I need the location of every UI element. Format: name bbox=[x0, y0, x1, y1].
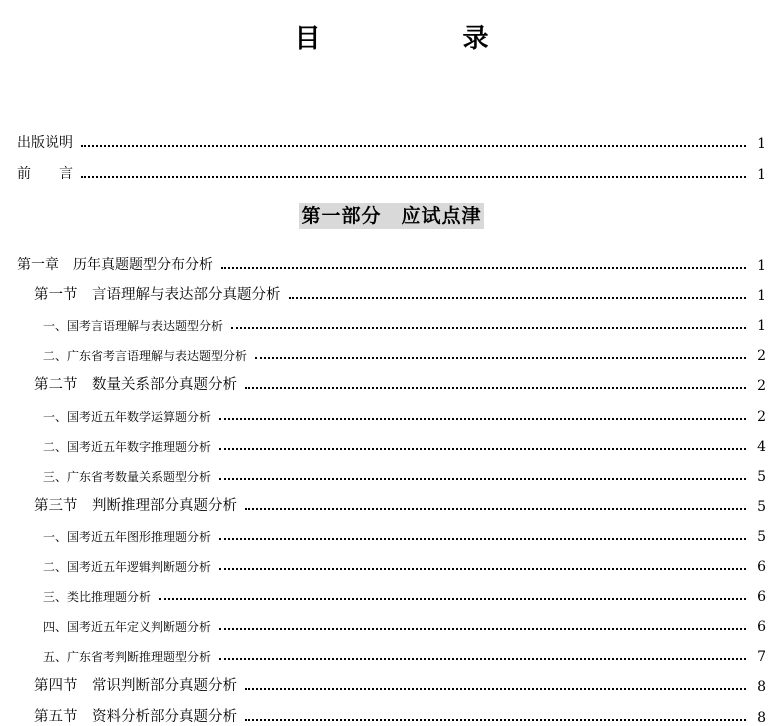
toc-entry-page: 2 bbox=[757, 378, 766, 394]
toc-entry-label: 一、国考近五年图形推理题分析 bbox=[43, 530, 212, 544]
toc-entry[interactable] bbox=[0, 252, 783, 274]
dot-leader bbox=[245, 687, 746, 690]
dot-leader bbox=[245, 507, 746, 510]
dot-leader bbox=[219, 417, 746, 420]
toc-entry[interactable] bbox=[0, 282, 783, 304]
toc-entry-page: 6 bbox=[757, 559, 766, 575]
toc-entry-label: 二、广东省考言语理解与表达题型分析 bbox=[43, 349, 248, 363]
toc-entry-preface[interactable] bbox=[0, 161, 783, 183]
dot-leader bbox=[245, 718, 746, 721]
toc-entry[interactable] bbox=[0, 613, 783, 635]
toc-entry[interactable] bbox=[0, 342, 783, 364]
toc-entry-page: 7 bbox=[757, 649, 766, 665]
toc-entry-page: 1 bbox=[757, 318, 766, 334]
toc-entry-label: 第四节 常识判断部分真题分析 bbox=[34, 678, 237, 694]
toc-entry-page: 2 bbox=[757, 348, 766, 364]
toc-entry-page: 6 bbox=[757, 619, 766, 635]
dot-leader bbox=[219, 657, 746, 660]
toc-entry[interactable] bbox=[0, 433, 783, 455]
toc-entry-page: 5 bbox=[757, 499, 766, 515]
toc-entry-page: 5 bbox=[757, 469, 766, 485]
toc-entry[interactable] bbox=[0, 312, 783, 334]
toc-entry-label: 一、国考言语理解与表达题型分析 bbox=[43, 319, 224, 333]
toc-entry-page: 2 bbox=[757, 409, 766, 425]
toc-entry-label: 前 言 bbox=[17, 166, 73, 182]
toc-entry[interactable] bbox=[0, 403, 783, 425]
dot-leader bbox=[231, 326, 746, 329]
toc-entry-label: 第五节 资料分析部分真题分析 bbox=[34, 709, 237, 725]
toc-entry-label: 第一章 历年真题题型分布分析 bbox=[17, 257, 213, 273]
toc-entry[interactable] bbox=[0, 643, 783, 665]
toc-entry[interactable] bbox=[0, 523, 783, 545]
toc-entry-page: 6 bbox=[757, 589, 766, 605]
dot-leader bbox=[219, 447, 746, 450]
toc-entry-label: 三、广东省考数量关系题型分析 bbox=[43, 470, 212, 484]
toc-entry[interactable] bbox=[0, 463, 783, 485]
dot-leader bbox=[81, 144, 746, 147]
toc-entry-page: 1 bbox=[757, 167, 766, 183]
toc-entry[interactable] bbox=[0, 673, 783, 695]
toc-entry[interactable] bbox=[0, 553, 783, 575]
dot-leader bbox=[219, 477, 746, 480]
toc-entry-label: 三、类比推理题分析 bbox=[43, 590, 152, 604]
dot-leader bbox=[219, 537, 746, 540]
toc-entry-label: 二、国考近五年数字推理题分析 bbox=[43, 440, 212, 454]
toc-entry-label: 出版说明 bbox=[17, 135, 73, 151]
toc-entry-page: 8 bbox=[757, 679, 766, 695]
toc-entry-label: 第二节 数量关系部分真题分析 bbox=[34, 377, 237, 393]
dot-leader bbox=[159, 597, 746, 600]
dot-leader bbox=[245, 386, 746, 389]
toc-entry-publication-note[interactable] bbox=[0, 130, 783, 152]
toc-entry-page: 1 bbox=[757, 136, 766, 152]
part-heading bbox=[0, 203, 783, 229]
toc-entry-label: 第三节 判断推理部分真题分析 bbox=[34, 498, 237, 514]
toc-entry[interactable] bbox=[0, 583, 783, 605]
toc-entry-page: 1 bbox=[757, 258, 766, 274]
page-title: 目 录 bbox=[294, 24, 547, 54]
toc-entry[interactable] bbox=[0, 372, 783, 394]
dot-leader bbox=[219, 567, 746, 570]
toc-entry-label: 第一节 言语理解与表达部分真题分析 bbox=[34, 287, 281, 303]
toc-entry-page: 8 bbox=[757, 710, 766, 726]
toc-entry-page: 4 bbox=[757, 439, 766, 455]
toc-entry[interactable] bbox=[0, 704, 783, 726]
dot-leader bbox=[221, 266, 746, 269]
toc-entry-page: 5 bbox=[757, 529, 766, 545]
dot-leader bbox=[255, 356, 746, 359]
part-heading-text: 第一部分 应试点津 bbox=[301, 205, 482, 227]
toc-entry-label: 二、国考近五年逻辑判断题分析 bbox=[43, 560, 212, 574]
dot-leader bbox=[289, 296, 747, 299]
toc-entry-label: 一、国考近五年数学运算题分析 bbox=[43, 410, 212, 424]
dot-leader bbox=[81, 175, 746, 178]
toc-entry-label: 五、广东省考判断推理题型分析 bbox=[43, 650, 212, 664]
dot-leader bbox=[219, 627, 746, 630]
toc-entry-label: 四、国考近五年定义判断题分析 bbox=[43, 620, 212, 634]
toc-entry[interactable] bbox=[0, 493, 783, 515]
toc-entry-page: 1 bbox=[757, 288, 766, 304]
